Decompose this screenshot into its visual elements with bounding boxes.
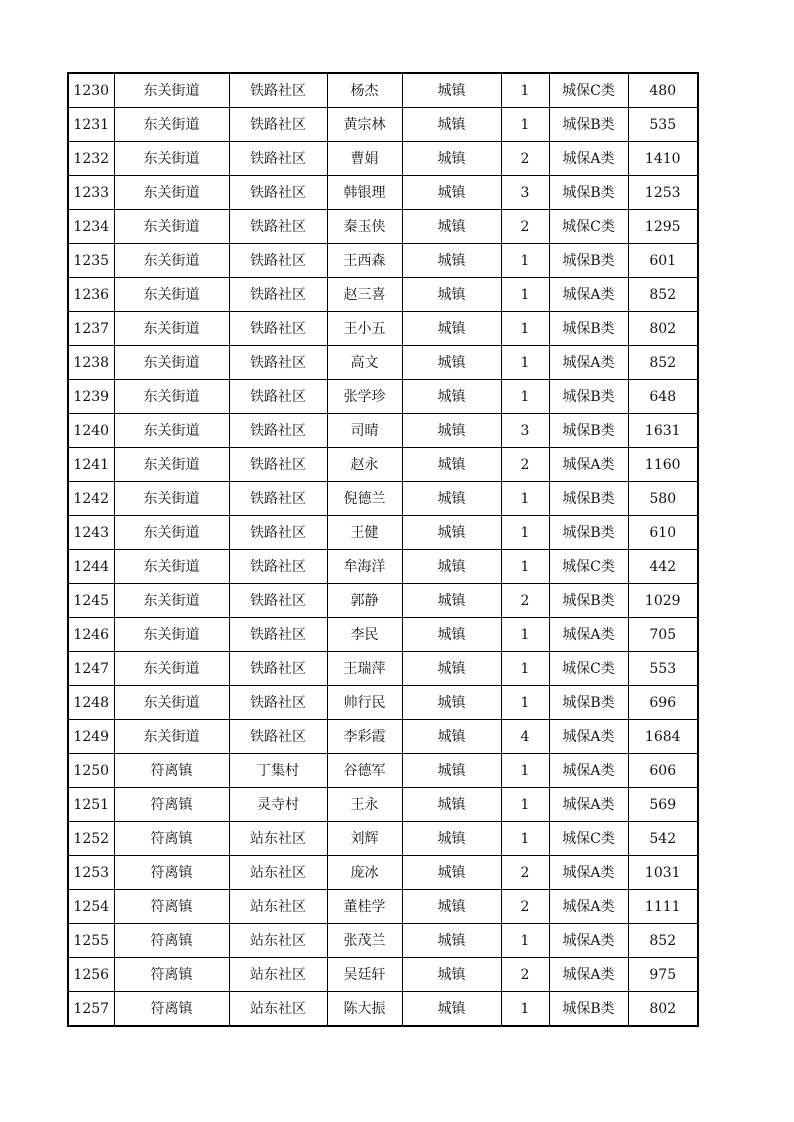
village-cell: 站东社区 [229,890,327,924]
category-cell: 城保A类 [549,890,628,924]
household-type-cell: 城镇 [402,244,501,278]
table-row [68,618,698,652]
household-type-cell: 城镇 [402,754,501,788]
town-cell: 东关街道 [114,550,229,584]
household-type-cell: 城镇 [402,210,501,244]
household-type-cell: 城镇 [402,414,501,448]
row-number-cell: 1231 [68,108,114,142]
people-count-cell: 1 [501,516,549,550]
row-number-cell: 1247 [68,652,114,686]
amount-cell: 1160 [628,448,698,482]
table-row [68,482,698,516]
people-count-cell: 1 [501,652,549,686]
household-type-cell: 城镇 [402,584,501,618]
household-type-cell: 城镇 [402,516,501,550]
table-row [68,720,698,754]
table-row [68,856,698,890]
town-cell: 东关街道 [114,584,229,618]
name-cell: 高文 [327,346,402,380]
category-cell: 城保C类 [549,210,628,244]
roster-table-body [68,73,698,1026]
row-number-cell: 1252 [68,822,114,856]
name-cell: 陈大振 [327,992,402,1027]
name-cell: 王健 [327,516,402,550]
row-number-cell: 1233 [68,176,114,210]
category-cell: 城保A类 [549,924,628,958]
amount-cell: 610 [628,516,698,550]
village-cell: 铁路社区 [229,618,327,652]
category-cell: 城保B类 [549,516,628,550]
category-cell: 城保C类 [549,73,628,108]
roster-table [67,72,699,1027]
amount-cell: 1410 [628,142,698,176]
roster-table-container [67,72,699,1027]
village-cell: 铁路社区 [229,550,327,584]
people-count-cell: 1 [501,380,549,414]
household-type-cell: 城镇 [402,992,501,1027]
village-cell: 铁路社区 [229,346,327,380]
people-count-cell: 1 [501,618,549,652]
amount-cell: 1031 [628,856,698,890]
household-type-cell: 城镇 [402,176,501,210]
amount-cell: 802 [628,992,698,1027]
village-cell: 站东社区 [229,992,327,1027]
people-count-cell: 2 [501,448,549,482]
category-cell: 城保C类 [549,822,628,856]
name-cell: 李民 [327,618,402,652]
name-cell: 王小五 [327,312,402,346]
people-count-cell: 1 [501,108,549,142]
village-cell: 铁路社区 [229,210,327,244]
category-cell: 城保B类 [549,482,628,516]
town-cell: 东关街道 [114,176,229,210]
village-cell: 站东社区 [229,856,327,890]
people-count-cell: 3 [501,176,549,210]
category-cell: 城保A类 [549,346,628,380]
town-cell: 符离镇 [114,788,229,822]
category-cell: 城保C类 [549,550,628,584]
table-row [68,108,698,142]
amount-cell: 705 [628,618,698,652]
table-row [68,142,698,176]
amount-cell: 553 [628,652,698,686]
amount-cell: 606 [628,754,698,788]
table-row [68,346,698,380]
row-number-cell: 1230 [68,73,114,108]
household-type-cell: 城镇 [402,142,501,176]
people-count-cell: 2 [501,584,549,618]
row-number-cell: 1246 [68,618,114,652]
household-type-cell: 城镇 [402,720,501,754]
table-row [68,584,698,618]
amount-cell: 802 [628,312,698,346]
row-number-cell: 1243 [68,516,114,550]
village-cell: 铁路社区 [229,720,327,754]
household-type-cell: 城镇 [402,856,501,890]
category-cell: 城保B类 [549,176,628,210]
village-cell: 铁路社区 [229,176,327,210]
table-row [68,414,698,448]
name-cell: 赵三喜 [327,278,402,312]
name-cell: 张学珍 [327,380,402,414]
amount-cell: 852 [628,278,698,312]
household-type-cell: 城镇 [402,618,501,652]
category-cell: 城保A类 [549,856,628,890]
name-cell: 倪德兰 [327,482,402,516]
category-cell: 城保A类 [549,448,628,482]
village-cell: 铁路社区 [229,652,327,686]
table-row [68,992,698,1027]
people-count-cell: 1 [501,278,549,312]
village-cell: 站东社区 [229,822,327,856]
name-cell: 王瑞萍 [327,652,402,686]
row-number-cell: 1239 [68,380,114,414]
category-cell: 城保A类 [549,958,628,992]
household-type-cell: 城镇 [402,380,501,414]
village-cell: 铁路社区 [229,686,327,720]
name-cell: 秦玉侠 [327,210,402,244]
amount-cell: 852 [628,346,698,380]
town-cell: 符离镇 [114,958,229,992]
name-cell: 王永 [327,788,402,822]
people-count-cell: 2 [501,890,549,924]
name-cell: 张茂兰 [327,924,402,958]
town-cell: 东关街道 [114,516,229,550]
amount-cell: 648 [628,380,698,414]
people-count-cell: 2 [501,210,549,244]
table-row [68,448,698,482]
table-row [68,788,698,822]
household-type-cell: 城镇 [402,278,501,312]
household-type-cell: 城镇 [402,924,501,958]
town-cell: 东关街道 [114,414,229,448]
name-cell: 吴廷轩 [327,958,402,992]
village-cell: 铁路社区 [229,482,327,516]
people-count-cell: 2 [501,142,549,176]
row-number-cell: 1234 [68,210,114,244]
category-cell: 城保B类 [549,584,628,618]
name-cell: 李彩霞 [327,720,402,754]
amount-cell: 1029 [628,584,698,618]
table-row [68,516,698,550]
household-type-cell: 城镇 [402,788,501,822]
people-count-cell: 1 [501,73,549,108]
people-count-cell: 2 [501,856,549,890]
people-count-cell: 1 [501,482,549,516]
village-cell: 丁集村 [229,754,327,788]
row-number-cell: 1245 [68,584,114,618]
table-row [68,890,698,924]
row-number-cell: 1244 [68,550,114,584]
table-row [68,754,698,788]
table-row [68,958,698,992]
table-row [68,380,698,414]
household-type-cell: 城镇 [402,958,501,992]
name-cell: 董桂学 [327,890,402,924]
amount-cell: 1684 [628,720,698,754]
people-count-cell: 4 [501,720,549,754]
household-type-cell: 城镇 [402,890,501,924]
town-cell: 东关街道 [114,686,229,720]
people-count-cell: 1 [501,686,549,720]
village-cell: 灵寺村 [229,788,327,822]
people-count-cell: 2 [501,958,549,992]
amount-cell: 1111 [628,890,698,924]
row-number-cell: 1257 [68,992,114,1027]
village-cell: 铁路社区 [229,244,327,278]
table-row [68,73,698,108]
people-count-cell: 1 [501,550,549,584]
people-count-cell: 1 [501,754,549,788]
table-row [68,822,698,856]
amount-cell: 601 [628,244,698,278]
table-row [68,652,698,686]
village-cell: 铁路社区 [229,448,327,482]
row-number-cell: 1242 [68,482,114,516]
row-number-cell: 1254 [68,890,114,924]
amount-cell: 696 [628,686,698,720]
row-number-cell: 1237 [68,312,114,346]
row-number-cell: 1240 [68,414,114,448]
village-cell: 铁路社区 [229,312,327,346]
people-count-cell: 1 [501,788,549,822]
people-count-cell: 1 [501,992,549,1027]
household-type-cell: 城镇 [402,312,501,346]
table-row [68,686,698,720]
name-cell: 赵永 [327,448,402,482]
row-number-cell: 1249 [68,720,114,754]
table-row [68,924,698,958]
category-cell: 城保A类 [549,618,628,652]
town-cell: 东关街道 [114,482,229,516]
household-type-cell: 城镇 [402,73,501,108]
name-cell: 谷德军 [327,754,402,788]
name-cell: 杨杰 [327,73,402,108]
table-row [68,176,698,210]
town-cell: 东关街道 [114,346,229,380]
category-cell: 城保A类 [549,720,628,754]
town-cell: 东关街道 [114,720,229,754]
town-cell: 东关街道 [114,618,229,652]
town-cell: 东关街道 [114,73,229,108]
village-cell: 铁路社区 [229,108,327,142]
people-count-cell: 3 [501,414,549,448]
amount-cell: 1631 [628,414,698,448]
table-row [68,244,698,278]
category-cell: 城保B类 [549,380,628,414]
town-cell: 东关街道 [114,142,229,176]
table-row [68,550,698,584]
household-type-cell: 城镇 [402,686,501,720]
row-number-cell: 1256 [68,958,114,992]
name-cell: 司晴 [327,414,402,448]
town-cell: 东关街道 [114,210,229,244]
household-type-cell: 城镇 [402,822,501,856]
amount-cell: 542 [628,822,698,856]
amount-cell: 569 [628,788,698,822]
category-cell: 城保A类 [549,278,628,312]
name-cell: 牟海洋 [327,550,402,584]
category-cell: 城保B类 [549,992,628,1027]
amount-cell: 975 [628,958,698,992]
category-cell: 城保A类 [549,754,628,788]
row-number-cell: 1250 [68,754,114,788]
row-number-cell: 1232 [68,142,114,176]
name-cell: 庞冰 [327,856,402,890]
category-cell: 城保C类 [549,652,628,686]
household-type-cell: 城镇 [402,550,501,584]
row-number-cell: 1251 [68,788,114,822]
people-count-cell: 1 [501,312,549,346]
village-cell: 站东社区 [229,924,327,958]
town-cell: 符离镇 [114,890,229,924]
town-cell: 符离镇 [114,754,229,788]
row-number-cell: 1238 [68,346,114,380]
household-type-cell: 城镇 [402,482,501,516]
table-row [68,312,698,346]
village-cell: 铁路社区 [229,278,327,312]
town-cell: 东关街道 [114,448,229,482]
village-cell: 铁路社区 [229,142,327,176]
row-number-cell: 1235 [68,244,114,278]
people-count-cell: 1 [501,244,549,278]
name-cell: 韩银理 [327,176,402,210]
people-count-cell: 1 [501,346,549,380]
town-cell: 东关街道 [114,312,229,346]
row-number-cell: 1248 [68,686,114,720]
town-cell: 符离镇 [114,992,229,1027]
amount-cell: 1253 [628,176,698,210]
people-count-cell: 1 [501,924,549,958]
household-type-cell: 城镇 [402,652,501,686]
household-type-cell: 城镇 [402,346,501,380]
category-cell: 城保B类 [549,414,628,448]
amount-cell: 580 [628,482,698,516]
amount-cell: 535 [628,108,698,142]
village-cell: 铁路社区 [229,414,327,448]
category-cell: 城保A类 [549,788,628,822]
village-cell: 铁路社区 [229,584,327,618]
household-type-cell: 城镇 [402,448,501,482]
household-type-cell: 城镇 [402,108,501,142]
town-cell: 东关街道 [114,652,229,686]
amount-cell: 852 [628,924,698,958]
village-cell: 铁路社区 [229,516,327,550]
name-cell: 帅行民 [327,686,402,720]
category-cell: 城保B类 [549,244,628,278]
town-cell: 符离镇 [114,822,229,856]
table-row [68,278,698,312]
row-number-cell: 1253 [68,856,114,890]
table-row [68,210,698,244]
category-cell: 城保A类 [549,142,628,176]
name-cell: 郭静 [327,584,402,618]
town-cell: 东关街道 [114,380,229,414]
name-cell: 黄宗林 [327,108,402,142]
row-number-cell: 1255 [68,924,114,958]
village-cell: 站东社区 [229,958,327,992]
name-cell: 王西森 [327,244,402,278]
village-cell: 铁路社区 [229,380,327,414]
town-cell: 东关街道 [114,278,229,312]
amount-cell: 442 [628,550,698,584]
village-cell: 铁路社区 [229,73,327,108]
town-cell: 东关街道 [114,244,229,278]
category-cell: 城保B类 [549,312,628,346]
amount-cell: 1295 [628,210,698,244]
town-cell: 符离镇 [114,924,229,958]
name-cell: 曹娟 [327,142,402,176]
category-cell: 城保B类 [549,108,628,142]
name-cell: 刘辉 [327,822,402,856]
town-cell: 东关街道 [114,108,229,142]
town-cell: 符离镇 [114,856,229,890]
row-number-cell: 1241 [68,448,114,482]
row-number-cell: 1236 [68,278,114,312]
amount-cell: 480 [628,73,698,108]
people-count-cell: 1 [501,822,549,856]
category-cell: 城保B类 [549,686,628,720]
